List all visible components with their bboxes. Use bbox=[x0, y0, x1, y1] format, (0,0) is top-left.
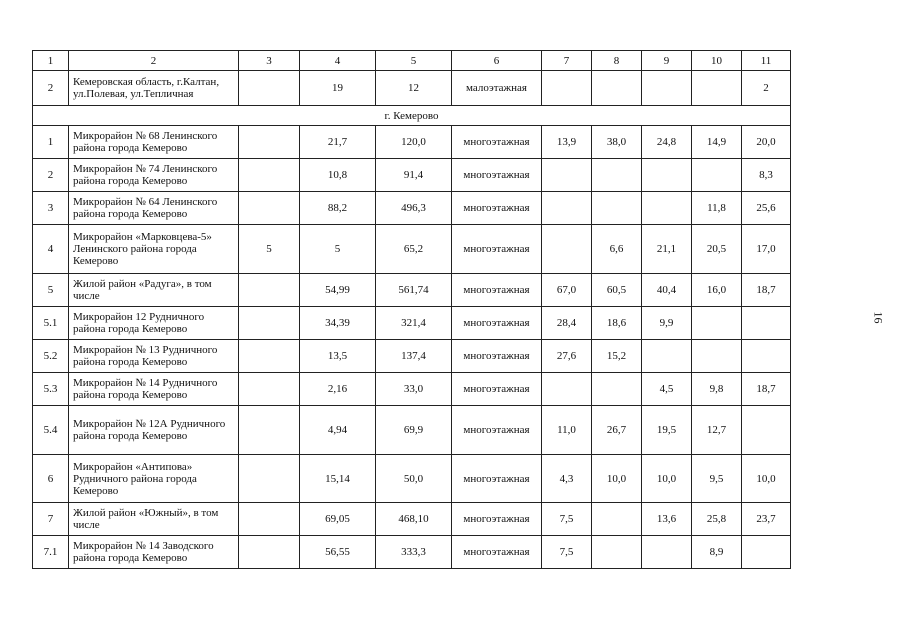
location-name-cell: Микрорайон № 14 Рудничного района города Кемерово bbox=[69, 373, 239, 406]
col11-cell: 2 bbox=[742, 71, 791, 106]
table-row bbox=[33, 225, 791, 274]
col10-cell: 9,5 bbox=[692, 455, 742, 503]
col10-cell: 16,0 bbox=[692, 274, 742, 307]
building-type-cell: многоэтажная bbox=[452, 340, 542, 373]
col3-cell bbox=[239, 192, 300, 225]
col11-cell: 18,7 bbox=[742, 274, 791, 307]
col5-cell: 50,0 bbox=[376, 455, 452, 503]
building-type-cell: многоэтажная bbox=[452, 406, 542, 455]
col11-cell: 10,0 bbox=[742, 455, 791, 503]
col7-cell bbox=[542, 373, 592, 406]
col8-cell bbox=[592, 536, 642, 569]
col5-cell: 137,4 bbox=[376, 340, 452, 373]
col10-cell: 11,8 bbox=[692, 192, 742, 225]
col10-cell bbox=[692, 340, 742, 373]
location-name-cell: Микрорайон № 74 Ленинского района города Кемерово bbox=[69, 159, 239, 192]
city-section-row bbox=[33, 106, 791, 126]
col5-cell: 561,74 bbox=[376, 274, 452, 307]
building-type-cell: многоэтажная bbox=[452, 373, 542, 406]
col10-cell: 14,9 bbox=[692, 126, 742, 159]
col10-cell: 25,8 bbox=[692, 503, 742, 536]
col10-cell: 12,7 bbox=[692, 406, 742, 455]
table-row bbox=[33, 503, 791, 536]
row-number-cell: 7.1 bbox=[33, 536, 69, 569]
table-body bbox=[33, 126, 791, 569]
col7-cell: 7,5 bbox=[542, 503, 592, 536]
col9-cell bbox=[642, 192, 692, 225]
col9-cell bbox=[642, 71, 692, 106]
row-number-cell: 5.1 bbox=[33, 307, 69, 340]
col9-cell bbox=[642, 340, 692, 373]
col3-cell bbox=[239, 455, 300, 503]
col11-cell: 23,7 bbox=[742, 503, 791, 536]
col11-cell: 8,3 bbox=[742, 159, 791, 192]
table-row bbox=[33, 406, 791, 455]
col8-cell: 10,0 bbox=[592, 455, 642, 503]
col11-cell: 20,0 bbox=[742, 126, 791, 159]
col9-cell bbox=[642, 159, 692, 192]
col4-cell: 13,5 bbox=[300, 340, 376, 373]
col3-cell bbox=[239, 406, 300, 455]
col4-cell: 10,8 bbox=[300, 159, 376, 192]
col11-cell bbox=[742, 307, 791, 340]
col4-cell: 54,99 bbox=[300, 274, 376, 307]
col5-cell: 91,4 bbox=[376, 159, 452, 192]
building-type-cell: многоэтажная bbox=[452, 274, 542, 307]
col10-cell bbox=[692, 71, 742, 106]
col9-cell: 24,8 bbox=[642, 126, 692, 159]
col5-cell: 321,4 bbox=[376, 307, 452, 340]
col10-cell bbox=[692, 307, 742, 340]
col4-cell: 69,05 bbox=[300, 503, 376, 536]
col8-cell bbox=[592, 159, 642, 192]
col5-cell: 468,10 bbox=[376, 503, 452, 536]
col7-cell bbox=[542, 192, 592, 225]
location-name-cell: Микрорайон № 13 Рудничного района города Кемерово bbox=[69, 340, 239, 373]
table-row bbox=[33, 159, 791, 192]
col3-cell bbox=[239, 536, 300, 569]
col10-cell: 20,5 bbox=[692, 225, 742, 274]
col4-cell: 88,2 bbox=[300, 192, 376, 225]
location-name-cell: Жилой район «Радуга», в том числе bbox=[69, 274, 239, 307]
col3-cell bbox=[239, 71, 300, 106]
header-cell: 7 bbox=[542, 51, 592, 71]
col5-cell: 120,0 bbox=[376, 126, 452, 159]
col4-cell: 21,7 bbox=[300, 126, 376, 159]
header-cell: 6 bbox=[452, 51, 542, 71]
col3-cell bbox=[239, 274, 300, 307]
col8-cell: 18,6 bbox=[592, 307, 642, 340]
col4-cell: 15,14 bbox=[300, 455, 376, 503]
col9-cell: 13,6 bbox=[642, 503, 692, 536]
col3-cell bbox=[239, 340, 300, 373]
row-number-cell: 5.4 bbox=[33, 406, 69, 455]
col4-cell: 2,16 bbox=[300, 373, 376, 406]
building-type-cell: многоэтажная bbox=[452, 126, 542, 159]
building-type-cell: малоэтажная bbox=[452, 71, 542, 106]
table-row bbox=[33, 192, 791, 225]
building-type-cell: многоэтажная bbox=[452, 159, 542, 192]
location-name-cell: Микрорайон «Антипова» Рудничного района города Кемерово bbox=[69, 455, 239, 503]
col4-cell: 5 bbox=[300, 225, 376, 274]
row-number-cell: 5 bbox=[33, 274, 69, 307]
col5-cell: 12 bbox=[376, 71, 452, 106]
col8-cell bbox=[592, 503, 642, 536]
col11-cell: 17,0 bbox=[742, 225, 791, 274]
col11-cell: 18,7 bbox=[742, 373, 791, 406]
table-row bbox=[33, 340, 791, 373]
col10-cell bbox=[692, 159, 742, 192]
col7-cell: 13,9 bbox=[542, 126, 592, 159]
header-cell: 1 bbox=[33, 51, 69, 71]
col8-cell: 60,5 bbox=[592, 274, 642, 307]
col7-cell: 7,5 bbox=[542, 536, 592, 569]
col11-cell: 25,6 bbox=[742, 192, 791, 225]
table-row bbox=[33, 71, 791, 106]
col8-cell bbox=[592, 71, 642, 106]
table-row bbox=[33, 455, 791, 503]
col5-cell: 65,2 bbox=[376, 225, 452, 274]
table-header-row bbox=[33, 51, 791, 71]
col11-cell bbox=[742, 536, 791, 569]
row-number-cell: 4 bbox=[33, 225, 69, 274]
col7-cell: 4,3 bbox=[542, 455, 592, 503]
col8-cell: 15,2 bbox=[592, 340, 642, 373]
table-row bbox=[33, 307, 791, 340]
col9-cell bbox=[642, 536, 692, 569]
header-cell: 11 bbox=[742, 51, 791, 71]
col5-cell: 33,0 bbox=[376, 373, 452, 406]
building-type-cell: многоэтажная bbox=[452, 192, 542, 225]
col8-cell bbox=[592, 192, 642, 225]
col7-cell: 27,6 bbox=[542, 340, 592, 373]
row-number-cell: 5.3 bbox=[33, 373, 69, 406]
header-cell: 2 bbox=[69, 51, 239, 71]
col3-cell bbox=[239, 159, 300, 192]
col9-cell: 4,5 bbox=[642, 373, 692, 406]
row-number-cell: 1 bbox=[33, 126, 69, 159]
col4-cell: 56,55 bbox=[300, 536, 376, 569]
col9-cell: 40,4 bbox=[642, 274, 692, 307]
table-row bbox=[33, 536, 791, 569]
location-name-cell: Микрорайон № 68 Ленинского района города Кемерово bbox=[69, 126, 239, 159]
col9-cell: 19,5 bbox=[642, 406, 692, 455]
header-cell: 3 bbox=[239, 51, 300, 71]
housing-data-table bbox=[32, 50, 791, 569]
col8-cell bbox=[592, 373, 642, 406]
col7-cell: 28,4 bbox=[542, 307, 592, 340]
col10-cell: 9,8 bbox=[692, 373, 742, 406]
col5-cell: 69,9 bbox=[376, 406, 452, 455]
col4-cell: 4,94 bbox=[300, 406, 376, 455]
col11-cell bbox=[742, 340, 791, 373]
col4-cell: 19 bbox=[300, 71, 376, 106]
col8-cell: 38,0 bbox=[592, 126, 642, 159]
location-name-cell: Кемеровская область, г.Калтан, ул.Полевая, ул.Тепличная bbox=[69, 71, 239, 106]
col7-cell: 11,0 bbox=[542, 406, 592, 455]
row-number-cell: 2 bbox=[33, 159, 69, 192]
col9-cell: 21,1 bbox=[642, 225, 692, 274]
col9-cell: 10,0 bbox=[642, 455, 692, 503]
col3-cell bbox=[239, 126, 300, 159]
building-type-cell: многоэтажная bbox=[452, 225, 542, 274]
col3-cell bbox=[239, 503, 300, 536]
location-name-cell: Микрорайон «Марковцева-5» Ленинского района города Кемерово bbox=[69, 225, 239, 274]
col7-cell bbox=[542, 159, 592, 192]
header-cell: 8 bbox=[592, 51, 642, 71]
col11-cell bbox=[742, 406, 791, 455]
location-name-cell: Жилой район «Южный», в том числе bbox=[69, 503, 239, 536]
location-name-cell: Микрорайон № 64 Ленинского района города Кемерово bbox=[69, 192, 239, 225]
col5-cell: 496,3 bbox=[376, 192, 452, 225]
row-number-cell: 3 bbox=[33, 192, 69, 225]
header-cell: 9 bbox=[642, 51, 692, 71]
col5-cell: 333,3 bbox=[376, 536, 452, 569]
col3-cell bbox=[239, 373, 300, 406]
header-cell: 5 bbox=[376, 51, 452, 71]
col10-cell: 8,9 bbox=[692, 536, 742, 569]
city-header: г. Кемерово bbox=[33, 106, 791, 126]
row-number-cell: 7 bbox=[33, 503, 69, 536]
row-number-cell: 2 bbox=[33, 71, 69, 106]
table-row bbox=[33, 373, 791, 406]
col7-cell bbox=[542, 71, 592, 106]
building-type-cell: многоэтажная bbox=[452, 536, 542, 569]
col3-cell: 5 bbox=[239, 225, 300, 274]
row-number-cell: 6 bbox=[33, 455, 69, 503]
col7-cell bbox=[542, 225, 592, 274]
col8-cell: 6,6 bbox=[592, 225, 642, 274]
col3-cell bbox=[239, 307, 300, 340]
building-type-cell: многоэтажная bbox=[452, 503, 542, 536]
location-name-cell: Микрорайон 12 Рудничного района города Кемерово bbox=[69, 307, 239, 340]
table-row bbox=[33, 126, 791, 159]
building-type-cell: многоэтажная bbox=[452, 455, 542, 503]
col4-cell: 34,39 bbox=[300, 307, 376, 340]
col7-cell: 67,0 bbox=[542, 274, 592, 307]
location-name-cell: Микрорайон № 14 Заводского района города Кемерово bbox=[69, 536, 239, 569]
header-cell: 10 bbox=[692, 51, 742, 71]
col9-cell: 9,9 bbox=[642, 307, 692, 340]
location-name-cell: Микрорайон № 12А Рудничного района города Кемерово bbox=[69, 406, 239, 455]
header-cell: 4 bbox=[300, 51, 376, 71]
table-row bbox=[33, 274, 791, 307]
row-number-cell: 5.2 bbox=[33, 340, 69, 373]
building-type-cell: многоэтажная bbox=[452, 307, 542, 340]
page-number: 16 bbox=[871, 311, 886, 324]
col8-cell: 26,7 bbox=[592, 406, 642, 455]
